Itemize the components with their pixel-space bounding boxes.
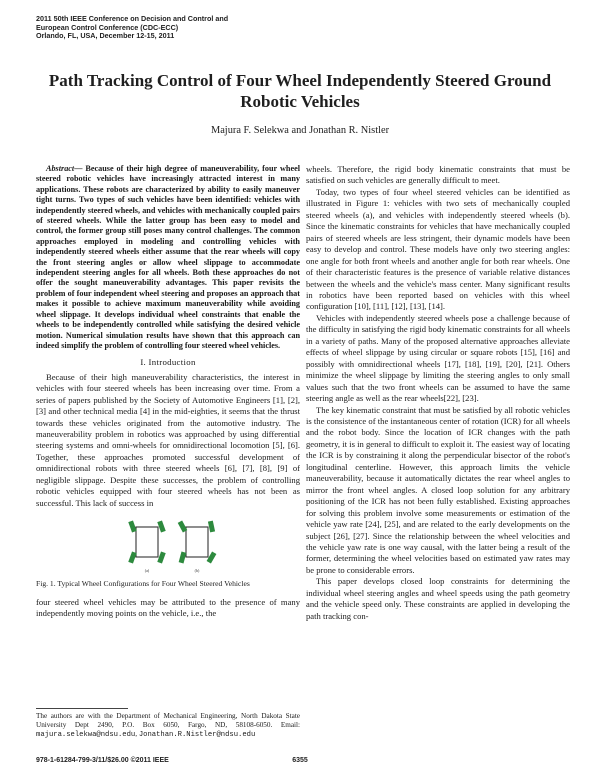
abstract xyxy=(36,164,300,351)
vehicle-b-wheel-front-right xyxy=(208,521,215,533)
vehicle-b-chassis xyxy=(186,527,208,557)
author-footnote: The authors are with the Department of Mechanical Engineering, North Dakota State University Dept 2490, P.O. Box 6050, Fargo, ND, 58108-6050. Email: majura.selekwa@ndsu.edu, Jonathan.R.Nistler@ndsu.edu xyxy=(36,712,300,739)
abstract-label: Abstract xyxy=(46,164,75,173)
figure-1 xyxy=(36,517,300,575)
paper-authors: Majura F. Selekwa and Jonathan R. Nistler xyxy=(210,125,390,136)
right-paragraph-3: The key kinematic constraint that must be satisfied by all robotic vehicles is the consistence of the instantaneous center of rotation (ICR) for all wheels and the robot body. Since the location of ICR changes with the path geometry, it is in general to difficult to exploit it. The easiest way of locating the ICR is by constraining it along the perpendicular bisector of the robot's longitudinal centerline. However, this approach limits the vehicle maneuverability, because it automatically dictates the rear wheel angles to mirror the front wheel angles. A closed loop solution for any arbitrary positioning of the ICR has not been fully established. Existing approaches for solving this problem involve some measurements or estimation of the vehicle yaw rate [24], [25], and are related to the early developments on the subject [26], [27]. Since the relationship between the wheel velocities and the vehicle yaw rate is one way causal, with the latter being a result of the former, determining the wheel velocities based on estimated yaw rates may be prone to considerable errors. xyxy=(306,404,570,575)
figure-sublabel-b: (b) xyxy=(194,568,200,574)
vehicle-a-chassis xyxy=(136,527,158,557)
vehicle-a-coupled-steering xyxy=(128,521,165,574)
conference-line-1: 2011 50th IEEE Conference on Decision and Control and xyxy=(36,14,229,23)
vehicle-b-wheel-rear-left xyxy=(179,552,187,564)
right-paragraph-4: This paper develops closed loop constraints for determining the individual wheel steering angles and wheel speeds using the path geometry and the vehicle speed only. These constraints are applied in developing the path tracking con- xyxy=(306,576,570,621)
section-heading-introduction: I. Introduction xyxy=(140,357,196,368)
footnote-rule xyxy=(36,708,128,709)
right-paragraph-2: Vehicles with independently steered wheels pose a challenge because of the difficulty in satisfying the rigid body kinematic constraints for all wheels in a variety of paths. Many of the proposed alternative approaches alleviate effects of wheel slippage by using circular or square robots [15], [16] and possibly with omnidirectional wheels [17], [18], [19], [20], [21]. Others minimize the wheel slippage by limiting the steering angles to only small values such that the two front wheels can be assumed to have the same steering angle as well as the rear wheels[22], [23]. xyxy=(306,312,570,404)
figure-1-drawing xyxy=(36,517,300,575)
intro-paragraph-1: Because of their high maneuverability characteristics, the interest in vehicles with four steered wheels has been increasing over time. From a series of papers published by the Society of Automotive Engineers [1], [2], [3] and other technical media [4] in the mid-eighties, it seems that the thrust towards these vehicles originated from the automotive industry. The maneuverability problem in robotics was approached by using differential steering systems and omni-wheels for omnidirectional locomotion [5], [6]. Together, these approaches promoted successful development of omnidirectional robots with three steered wheels [6], [7], [8], [9] of negligible slippage. Despite these successes, the problem of controlling robotic vehicles equipped with four steered wheels has not been as successful. This lack of success in xyxy=(36,371,300,508)
intro-paragraph-1-continued: four steered wheel vehicles may be attributed to the presence of many independently moving points on the vehicle, i.e., the xyxy=(36,596,300,619)
right-column xyxy=(306,164,570,622)
footer-isbn: 978-1-61284-799-3/11/$26.00 ©2011 IEEE xyxy=(36,757,169,764)
left-column xyxy=(36,164,300,620)
figure-1-caption: Fig. 1. Typical Wheel Configurations for Four Wheel Steered Vehicles xyxy=(36,579,250,589)
figure-sublabel-a: (a) xyxy=(144,568,150,574)
abstract-text: — Because of their high degree of maneuverability, four wheel steered robotic vehicles have increasingly attracted interest in many applications. These robots are characterized by ability to easily maneuver tight turns. Two types of such vehicles have been identified: vehicles with independently steered wheels, and vehicles with mechanically coupled pairs of steered wheels. While the latter group has been easy to model and control, the former group still poses many control challenges. The common approaches employed in modeling and controlling vehicles with independently steered wheels either assume that the rear wheels will copy the front steering angles or allow wheel slippage to accommodate independent steering angles for all wheels. Both these approaches do not offer the sought maneuverability advantages. This paper revisits the problem of four independent wheel steering and proposes an approach that makes it possible to achieve maximum maneuverability while avoiding wheel slippage. It develops individual wheel constraints that enable the wheels to be independently controlled while satisfying the desired vehicle motion. Numerical simulation results have shown that this approach can indeed simplify the problem of controlling four steered wheel vehicles. xyxy=(36,164,300,350)
paper-title: Path Tracking Control of Four Wheel Independently Steered Ground Robotic Vehicles xyxy=(48,71,552,111)
footnote-email-1[interactable]: majura.selekwa@ndsu.edu xyxy=(36,730,136,739)
conference-line-3: Orlando, FL, USA, December 12-15, 2011 xyxy=(36,31,175,41)
vehicle-b-independent-steering xyxy=(178,521,217,574)
page-number: 6355 xyxy=(292,757,308,764)
conference-line-2: European Control Conference (CDC-ECC) xyxy=(36,22,179,32)
footnote-email-2[interactable]: Jonathan.R.Nistler@ndsu.edu xyxy=(138,730,256,739)
footnote-text: The authors are with the Department of Mechanical Engineering, North Dakota State University Dept 2490, P.O. Box 6050, Fargo, ND, 58108-6050. Email: xyxy=(36,712,300,729)
conference-header xyxy=(36,15,336,41)
right-paragraph-0: wheels. Therefore, the rigid body kinematic constraints that must be satisfied on such vehicles are generally difficult to meet. xyxy=(306,164,570,186)
right-paragraph-1: Today, two types of four wheel steered vehicles can be identified as illustrated in Figure 1: vehicles with two sets of mechanically coupled steered wheels (a), and vehicles with independently steered wheels (b). Since the kinematic constraints for vehicles that have mechanically coupled pairs of steered wheels are less stringent, their dynamic models have been easy to develop and control. These models have only two steering angles: one angle for both front wheels and another angle for both rear wheels. One of their characteristic features is the presence of variable relative distances between the wheels and the vehicle's mass center. Many significant results in robotics have been reported based on vehicles with this wheel configuration [10], [11], [12], [13], [14]. xyxy=(306,186,570,312)
